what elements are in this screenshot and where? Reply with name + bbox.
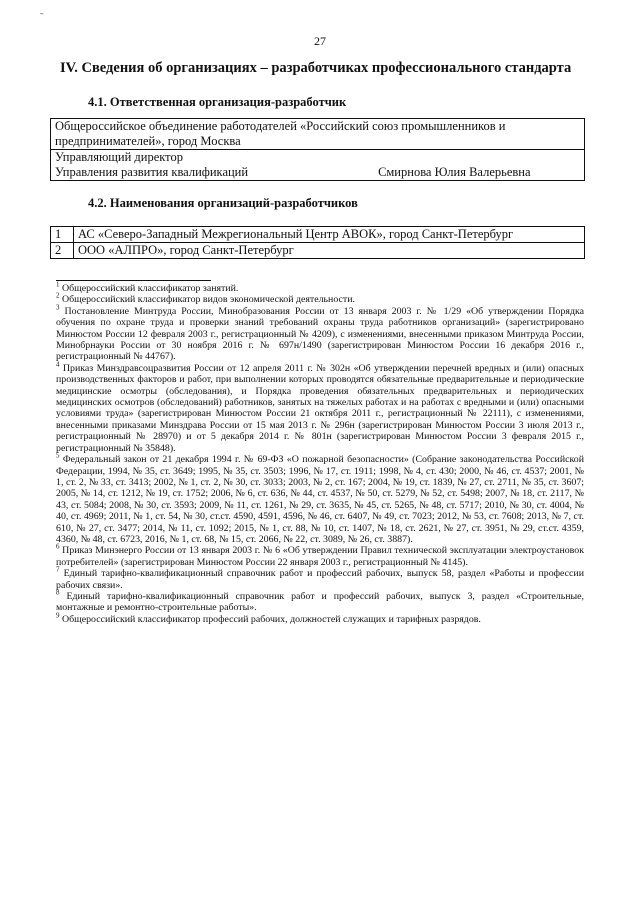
footnote-mark: 4 bbox=[56, 360, 60, 369]
developer-number: 1 bbox=[51, 227, 74, 243]
footnote-mark: 9 bbox=[56, 611, 60, 620]
responsible-person-name: Смирнова Юлия Валерьевна bbox=[378, 165, 531, 179]
footnote-mark: 3 bbox=[56, 303, 60, 312]
scan-mark: ˉ bbox=[40, 12, 44, 23]
footnote-mark: 8 bbox=[56, 588, 60, 597]
footnote-divider bbox=[56, 280, 211, 281]
footnote bbox=[56, 545, 584, 568]
subsection-title-developers: 4.2. Наименования организаций-разработчиков bbox=[88, 196, 358, 210]
footnote-mark: 7 bbox=[56, 565, 60, 574]
subsection-title-responsible: 4.1. Ответственная организация-разработчик bbox=[88, 95, 347, 109]
footnote-mark: 1 bbox=[56, 280, 60, 289]
footnote bbox=[56, 360, 585, 454]
footnote-mark: 2 bbox=[56, 292, 60, 301]
table-row bbox=[51, 227, 585, 243]
footnote-text: Общероссийский классификатор профессий рабочих, должностей служащих и тарифных разрядов. bbox=[61, 613, 481, 625]
page-number: 27 bbox=[314, 34, 326, 48]
footnote-text: Общероссийский классификатор видов экономической деятельности. bbox=[61, 294, 355, 306]
footnote-text: Общероссийский классификатор занятий. bbox=[61, 283, 239, 294]
responsible-org-table bbox=[50, 118, 585, 181]
table-row bbox=[51, 150, 585, 181]
footnote bbox=[56, 451, 585, 545]
footnote-text: Приказ Минздравсоцразвития России от 12 апреля 2011 г. № 302н «Об утверждении перечней вредных и (или) опасных производственных факторов и работ, при выполнении которых проводятся обязательные предварительные и периодические медицинские осмотры (обследования), и Порядка проведения обязательных предварительных и периодических медицинских осмотров (обследований) работников, занятых на тяжелых работах и на работах с вредными и (или) опасными условиями труда» (зарегистрирован Минюстом России 21 октября 2011 г., регистрационный № 22111), с изменениями, внесенными приказами Минздрава России от 15 мая 2013 г. № 296н (зарегистрирован Минюстом России 3 июля 2013 г., регистрационный № 28970) и от 5 декабря 2014 г. № 801н (зарегистрирован Минюстом России 3 февраля 2015 г., регистрационный № 35848). bbox=[56, 362, 585, 454]
table-row bbox=[51, 243, 585, 259]
footnote-text: Единый тарифно-квалификационный справочник работ и профессий рабочих, выпуск 3, раздел «Строительные, монтажные и ремонтно-строительные работы». bbox=[56, 590, 585, 614]
footnote-mark: 5 bbox=[56, 451, 60, 460]
table-row bbox=[51, 119, 585, 150]
footnote-text: Постановление Минтруда России, Минобразования России от 13 января 2003 г. № 1/29 «Об утверждении Порядка обучения по охране труда и проверки знаний требований охраны труда работников организаций» (зарегистрировано Минюстом России 12 февраля 2003 г., регистрационный № 4209), с изменениями, внесенными приказом Минтруда России, Минобрнауки России от 30 ноября 2016 г. № 697н/1490 (зарегистрирован Минюстом России 16 декабря 2016 г., регистрационный № 44767). bbox=[56, 305, 584, 363]
footnote bbox=[56, 303, 584, 363]
developer-name: ООО «АЛПРО», город Санкт-Петербург bbox=[74, 243, 585, 259]
footnote bbox=[56, 588, 585, 614]
section-title: IV. Сведения об организациях – разработчиках профессионального стандарта bbox=[60, 60, 572, 76]
footnote bbox=[56, 294, 584, 305]
developers-table bbox=[50, 226, 585, 259]
footnote bbox=[56, 565, 584, 591]
developer-number: 2 bbox=[51, 243, 74, 259]
footnotes bbox=[56, 280, 585, 625]
footnote-mark: 6 bbox=[56, 543, 60, 552]
footnote bbox=[56, 280, 584, 294]
footnote bbox=[56, 611, 584, 625]
footnote-text: Приказ Минэнерго России от 13 января 2003 г. № 6 «Об утверждении Правил технической эксплуатации электроустановок потребителей» (зарегистрирован Минюстом России 22 января 2003 г., регистрационный № 4145). bbox=[56, 545, 584, 568]
responsible-position: Управляющий директор bbox=[55, 150, 183, 164]
responsible-org-name: Общероссийское объединение работодателей «Российский союз промышленников и предпринимателей», город Москва bbox=[51, 119, 585, 150]
footnote-text: Федеральный закон от 21 декабря 1994 г. № 69-ФЗ «О пожарной безопасности» (Собрание законодательства Российской Федерации, 1994, № 35, ст. 3649; 1995, № 35, ст. 3503; 1996, № 17, ст. 1911; 1998, № 4, ст. 430; 2000, № 46, ст. 4537; 2001, № 1, ст. 2, № 33, ст. 3413; 2002, № 1, ст. 2, № 30, ст. 3033; 2003, № 2, ст. 167; 2004, № 19, ст. 1839, № 27, ст. 2711, № 35, ст. 3607; 2005, № 14, ст. 1212, № 19, ст. 1752; 2006, № 6, ст. 636, № 44, ст. 4537, № 50, ст. 5279, № 52, ст. 5498; 2007, № 18, ст. 2117, № 43, ст. 5084; 2008, № 30, ст. 3593; 2009, № 11, ст. 1261, № 29, ст. 3635, № 45, ст. 5265, № 48, ст. 5717; 2010, № 30, ст. 4004, № 40, ст. 4969; 2011, № 1, ст. 54, № 30, ст.ст. 4590, 4591, 4596, № 46, ст. 6407, № 49, ст. 7023; 2012, № 53, ст. 7608; 2013, № 7, ст. 610, № 27, ст. 3477; 2014, № 11, ст. 1092; 2015, № 1, ст. 88, № 10, ст. 1407, № 18, ст. 2621, № 27, ст. 3951, № 29, ст.ст. 4359, 4360, № 48, ст. 6723, 2016, № 1, ст. 68, № 15, ст. 2066, № 22, ст. 3089, № 26, ст. 3887). bbox=[56, 454, 585, 545]
responsible-position-dept: Управления развития квалификаций bbox=[55, 165, 249, 179]
footnote-text: Единый тарифно-квалификационный справочник работ и профессий рабочих, выпуск 58, раздел «Работы и профессии рабочих связи». bbox=[56, 568, 584, 591]
developer-name: АС «Северо-Западный Межрегиональный Центр АВОК», город Санкт-Петербург bbox=[74, 227, 585, 243]
